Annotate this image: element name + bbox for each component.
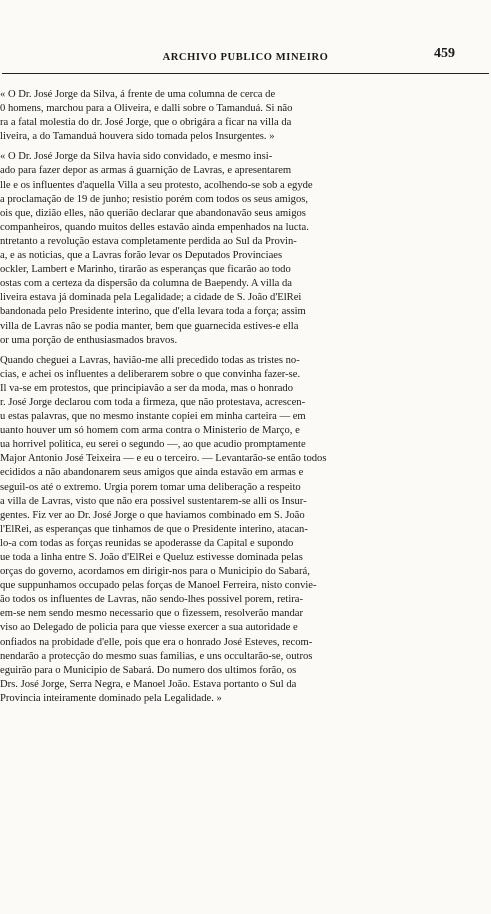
text-line: villa de Lavras não se podia manter, bem que guarnecida estives-e ella bbox=[0, 320, 299, 332]
page-number: 459 bbox=[434, 46, 455, 61]
page-header bbox=[0, 44, 491, 70]
text-line: ue toda a linha entre S. João d'ElRei e Queluz estivesse dominada pelas bbox=[0, 552, 303, 563]
text-line: liveira estava já dominada pela Legalidade; a cidade de S. João d'ElRei bbox=[0, 292, 302, 304]
text-line: Drs. José Jorge, Serra Negra, e Manoel João. Estava portanto o Sul da bbox=[0, 678, 297, 690]
text-line: Il va-se em protestos, que principiavão a ser da moda, mas o honrado bbox=[0, 382, 294, 394]
text-line: que suppunhamos occupado pelas forças de Manoel Ferreira, nisto convie- bbox=[0, 580, 317, 592]
header-rule bbox=[2, 73, 489, 74]
text-line: a villa de Lavras, visto que não era possivel sustentarem-se alli os Insur- bbox=[0, 495, 307, 507]
text-line: a proclamação de 19 de junho; resistio porém com todos os seus amigos, bbox=[0, 193, 309, 205]
text-line: Quando cheguei a Lavras, havião-me alli precedido todas as tristes no- bbox=[0, 354, 300, 366]
paragraph bbox=[0, 150, 478, 347]
text-line: uanto houver um só homem com arma contra o Ministerio de Março, e bbox=[0, 425, 300, 437]
text-line: u estas palavras, que no mesmo instante copiei em minha carteira — em bbox=[0, 411, 306, 423]
text-line: nendarão a protecção do mesmo suas familias, e uns occultarão-se, outros bbox=[0, 650, 313, 662]
text-line: lle e os influentes d'aquella Villa a seu protesto, acolhendo-se sob a egyde bbox=[0, 179, 313, 191]
text-line: ua horrivel politica, eu serei o segundo —, ao que acudio promptamente bbox=[0, 439, 306, 451]
paragraph bbox=[0, 88, 478, 144]
text-line: em-se nem sendo mesmo necessario que o fizessem, resolverão mandar bbox=[0, 608, 303, 620]
paragraph bbox=[0, 354, 478, 706]
text-line: ntretanto a revolução estava completamente perdida ao Sul da Provin- bbox=[0, 235, 297, 247]
text-line: ra a fatal molestia do dr. José Jorge, que o obrigára a ficar na villa da bbox=[0, 117, 292, 129]
text-line: viso ao Delegado de policia para que viesse exercer a sua autoridade e bbox=[0, 622, 298, 634]
text-line: ois que, dizião elles, não querião declarar que abandonavão seus amigos bbox=[0, 207, 306, 219]
text-line: gentes. Fiz ver ao Dr. José Jorge o que haviamos combinado em S. João bbox=[0, 509, 305, 521]
text-line: companheiros, quando muitos delles estavão ainda empenhados na lucta. bbox=[0, 221, 309, 233]
text-line: l'ElRei, as esperanças que tinhamos de que o Presidente interino, atacan- bbox=[0, 523, 308, 535]
text-line: Provincia inteiramente dominado pela Legalidade. » bbox=[0, 692, 222, 704]
text-line: ecididos a não abandonarem seus amigos que ainda estavão em armas e bbox=[0, 467, 304, 479]
text-line: bandonada pelo Presidente interino, que d'ella levara toda a força; assim bbox=[0, 306, 306, 318]
text-line: « O Dr. José Jorge da Silva, á frente de uma columna de cerca de bbox=[0, 89, 276, 100]
text-line: « O Dr. José Jorge da Silva havia sido convidado, e mesmo insi- bbox=[0, 151, 273, 163]
body-text bbox=[0, 88, 478, 706]
text-line: ão todos os influentes de Lavras, não sendo-lhes possivel porem, retira- bbox=[0, 594, 304, 606]
text-line: r. José Jorge declarou com toda a firmeza, que não protestava, acrescen- bbox=[0, 396, 306, 408]
text-line: seguil-os até o extremo. Urgia porem tomar uma deliberação a respeito bbox=[0, 481, 301, 493]
text-line: liveira, a do Tamanduá houvera sido tomada pelos Insurgentes. » bbox=[0, 131, 275, 143]
running-title: ARCHIVO PUBLICO MINEIRO bbox=[162, 52, 329, 63]
text-line: a, e as noticias, que a Lavras forão levar os Deputados Provinciaes bbox=[0, 250, 283, 262]
text-line: or uma porção de enthusiasmados bravos. bbox=[0, 334, 178, 346]
text-line: eguirão para o Municipio de Sabará. Do numero dos ultimos forão, os bbox=[0, 664, 297, 676]
text-line: ostas com a certeza da dispersão da columna de Baependy. A villa da bbox=[0, 278, 293, 290]
text-line: orças do governo, acordamos em dirigir-nos para o Municipio do Sabará, bbox=[0, 566, 310, 578]
text-line: lo-a com todas as forças reunidas se apoderasse da Capital e supondo bbox=[0, 537, 294, 549]
text-line: cias, e achei os influentes a deliberarem sobre o que convinha fazer-se. bbox=[0, 368, 301, 380]
text-line: ockler, Lambert e Marinho, tirarão as esperanças que ficarão ao todo bbox=[0, 264, 291, 276]
text-line: ado para fazer depor as armas á guarnição de Lavras, e apresentarem bbox=[0, 165, 292, 177]
text-line: 0 homens, marchou para a Oliveira, e dalli sobre o Tamanduá. Si não bbox=[0, 103, 293, 115]
text-line: Major Antonio José Teixeira — e eu o terceiro. — Levantarão-se então todos bbox=[0, 453, 327, 465]
text-line: onfiados na probidade d'elle, pois que era o honrado José Esteves, recom- bbox=[0, 636, 313, 648]
